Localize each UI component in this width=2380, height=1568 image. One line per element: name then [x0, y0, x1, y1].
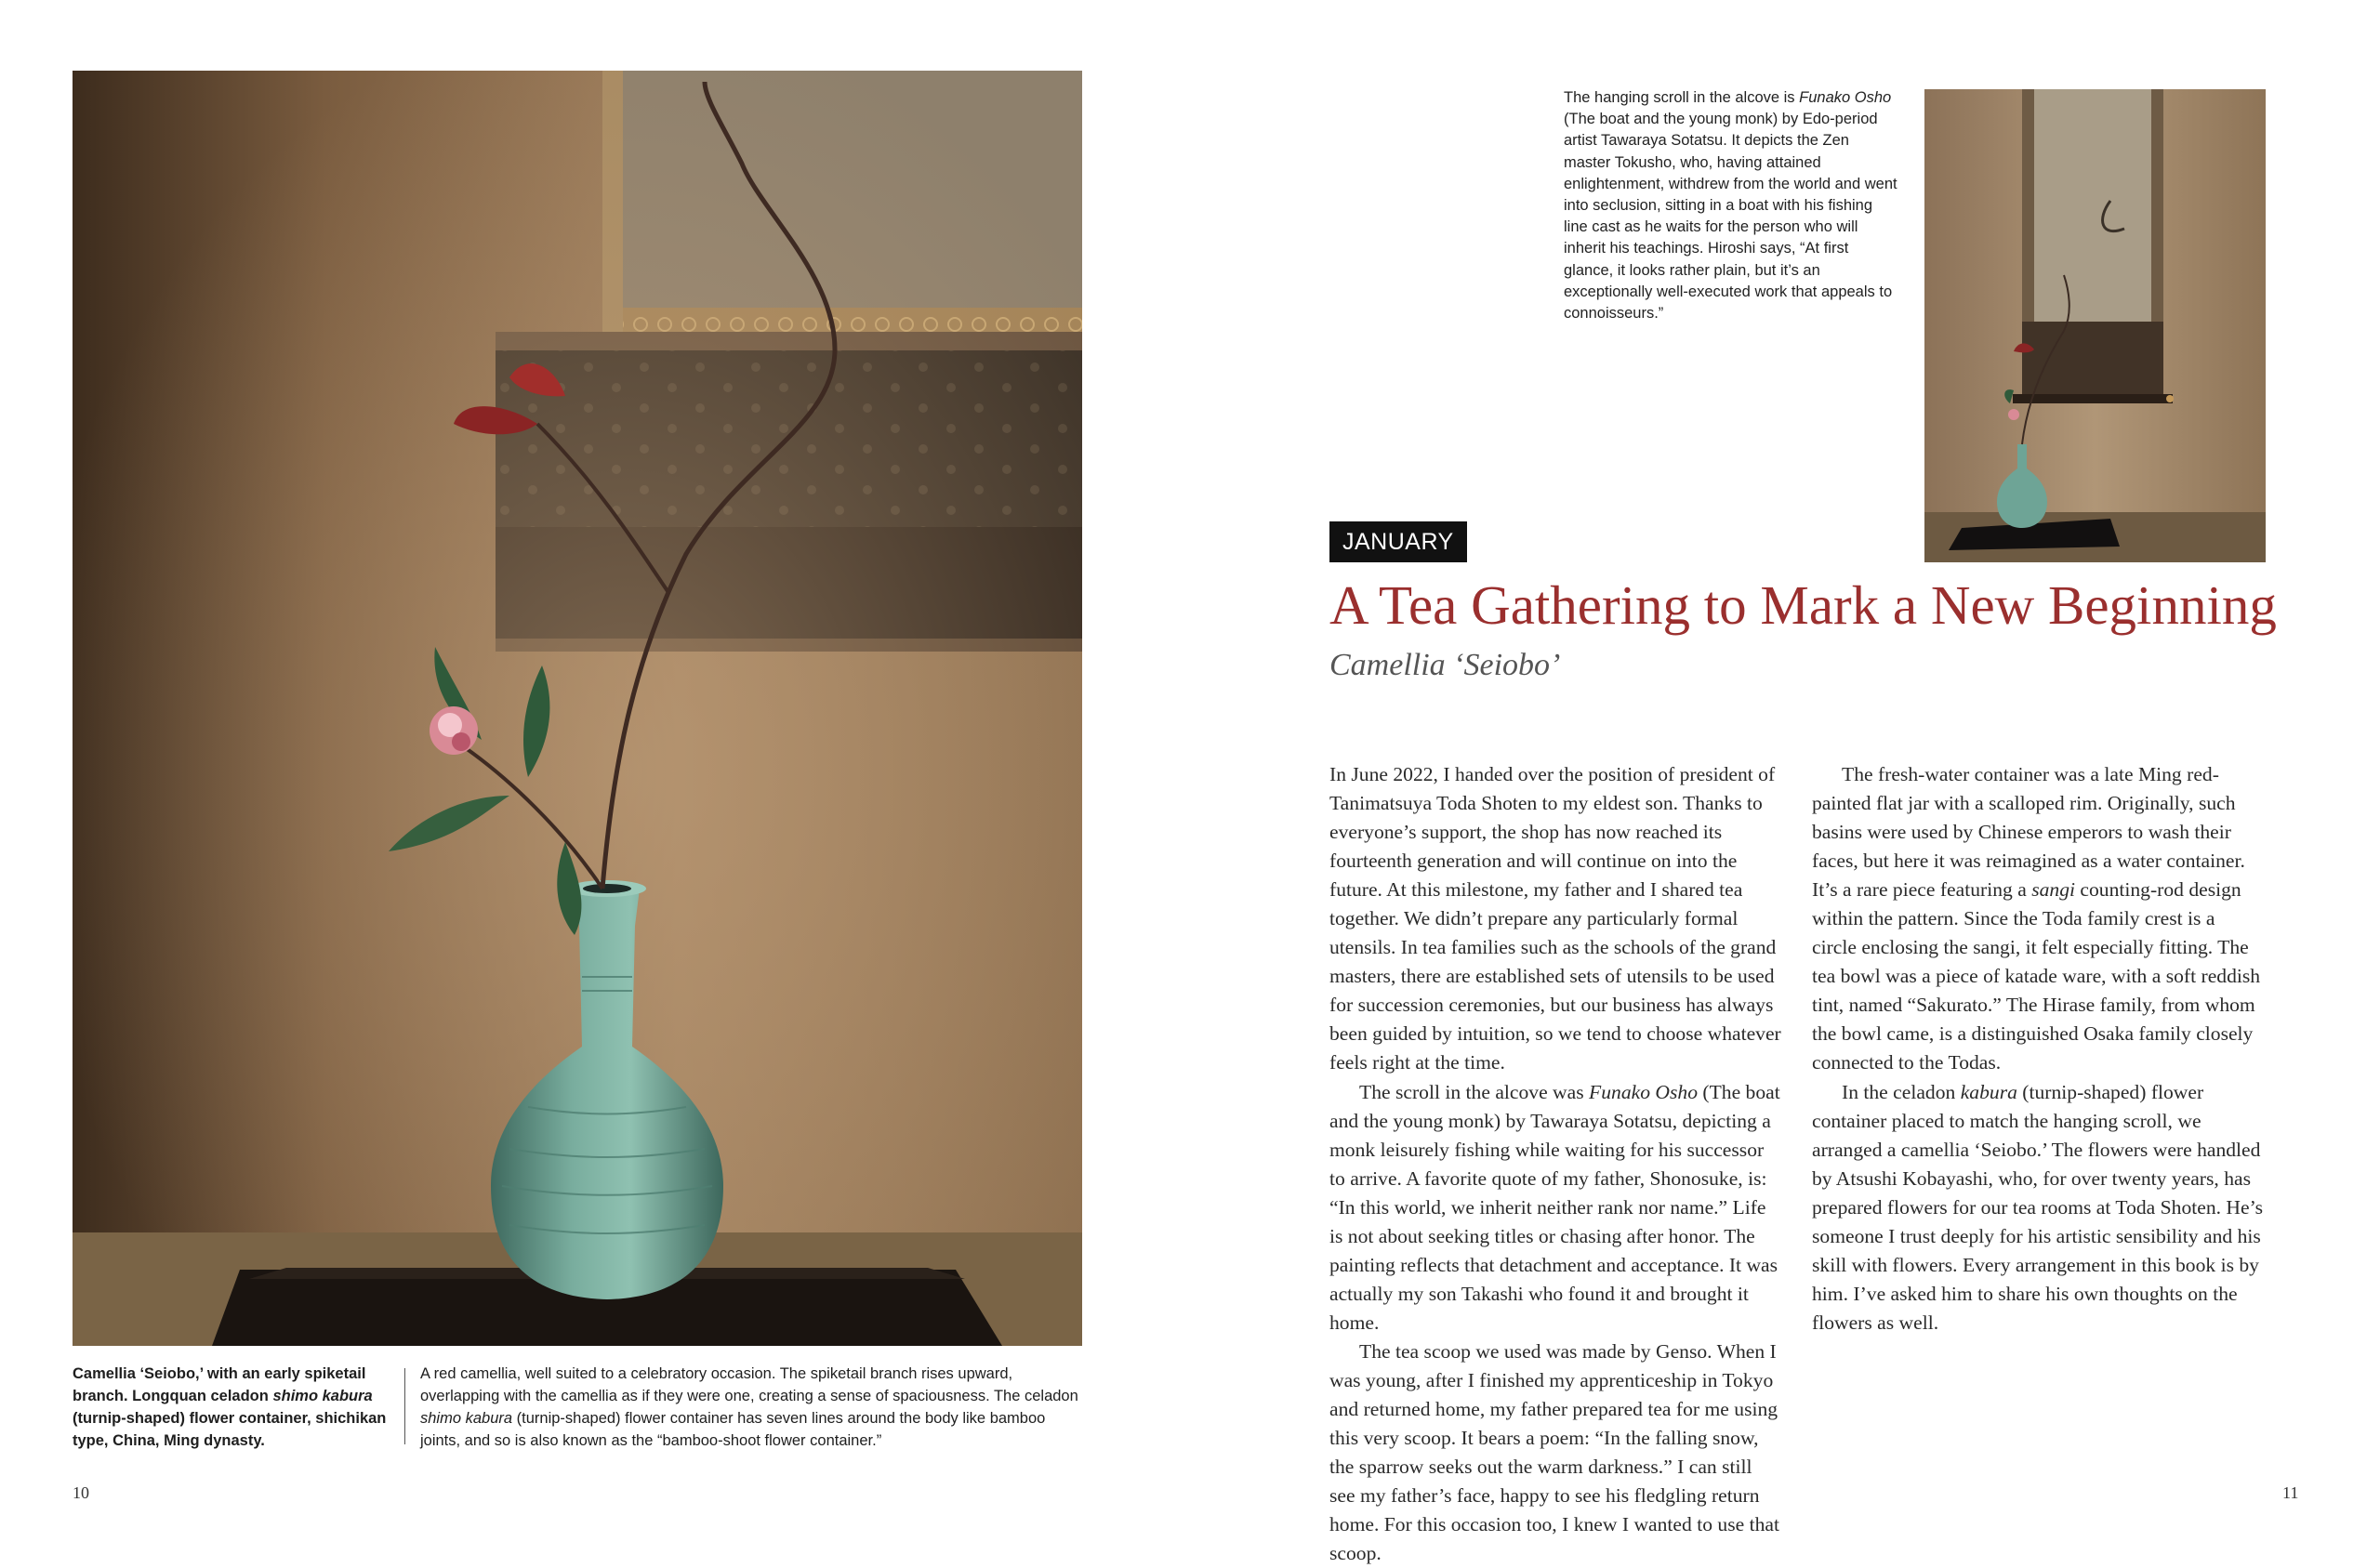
- page-subtitle: Camellia ‘Seiobo’: [1329, 648, 1561, 682]
- page-title: A Tea Gathering to Mark a New Beginning: [1329, 574, 2277, 636]
- caption-divider: [404, 1368, 405, 1444]
- page-number-left: 10: [73, 1483, 89, 1502]
- month-badge: JANUARY: [1329, 521, 1467, 562]
- scroll-caption: The hanging scroll in the alcove is Funako Osho (The boat and the young monk) by Edo-period artist Tawaraya Sotatsu. It depicts the Zen master Tokusho, who, having attained enlightenment, withdrew from the world and went into seclusion, sitting in a boat with his fishing line cast as he waits for the person who will inherit his teachings. Hiroshi says, “At first glance, it looks rather plain, but it’s an exceptionally well-executed work that appeals to connoisseurs.”: [1564, 89, 1897, 323]
- body-paragraph: In June 2022, I handed over the position of president of Tanimatsuya Toda Shoten to my eldest son. Thanks to everyone’s support, the shop has now reached its fourteenth generation and will continue on into the future. At this milestone, my father and I shared tea together. We didn’t prepare any particularly formal utensils. In tea families such as the schools of the grand masters, there are established sets of utensils to be used for succession ceremonies, but our business has always been guided by intuition, so we tend to choose whatever feels right at the time.: [1329, 763, 1781, 1074]
- body-paragraph: In the celadon kabura (turnip-shaped) flower container placed to match the hanging scroll, we arranged a camellia ‘Seiobo.’ The flowers were handled by Atsushi Kobayashi, who, for over twenty years, has prepared flowers for our tea rooms at Toda Shoten. He’s someone I trust deeply for his artistic sensibility and his skill with flowers. Every arrangement in this book is by him. I’ve asked him to share his own thoughts on the flowers as well.: [1812, 1080, 2264, 1334]
- body-paragraph: The scroll in the alcove was Funako Osho (The boat and the young monk) by Tawaraya Sotatsu, depicting a monk leisurely fishing while waiting for his successor to arrive. A favorite quote of my father, Shonosuke, is: “In this world, we inherit neither rank nor name.” Life is not about seeking titles or chasing after honor. The painting reflects that detachment and acceptance. It was actually my son Takashi who found it and brought it home.: [1329, 1080, 1780, 1334]
- photo-caption-title: Camellia ‘Seiobo,’ with an early spiketail branch. Longquan celadon shimo kabura (turnip-shaped) flower container, shichikan type, China, Ming dynasty.: [73, 1365, 387, 1449]
- body-column-1: [1329, 760, 1781, 1568]
- alcove-scroll-photo: [1924, 89, 2266, 562]
- page-number-right: 11: [2282, 1483, 2299, 1502]
- body-paragraph: The fresh-water container was a late Ming red-painted flat jar with a scalloped rim. Originally, such basins were used by Chinese emperors to wash their faces, but here it was reimagined as a water container. It’s a rare piece featuring a sangi counting-rod design within the pattern. Since the Toda family crest is a circle enclosing the sangi, it felt especially fitting. The tea bowl was a piece of katade ware, with a soft reddish tint, named “Sakurato.” The Hirase family, from whom the bowl came, is a distinguished Osaka family closely connected to the Todas.: [1812, 763, 2261, 1074]
- photo-caption-description: A red camellia, well suited to a celebratory occasion. The spiketail branch rises upward, overlapping with the camellia as if they were one, creating a sense of spaciousness. The celadon shimo kabura (turnip-shaped) flower container has seven lines around the body like bamboo joints, and so is also known as the “bamboo-shoot flower container.”: [420, 1365, 1078, 1449]
- main-photo-camellia-vase: [73, 71, 1082, 1346]
- body-column-2: [1812, 760, 2264, 1337]
- body-paragraph: The tea scoop we used was made by Genso. When I was young, after I finished my apprenticeship in Tokyo and returned home, my father prepared tea for me using this very scoop. It bears a poem: “In the falling snow, the sparrow seeks out the warm darkness.” I can still see my father’s face, happy to see his fledgling return home. For this occasion too, I knew I wanted to use that scoop.: [1329, 1339, 1779, 1565]
